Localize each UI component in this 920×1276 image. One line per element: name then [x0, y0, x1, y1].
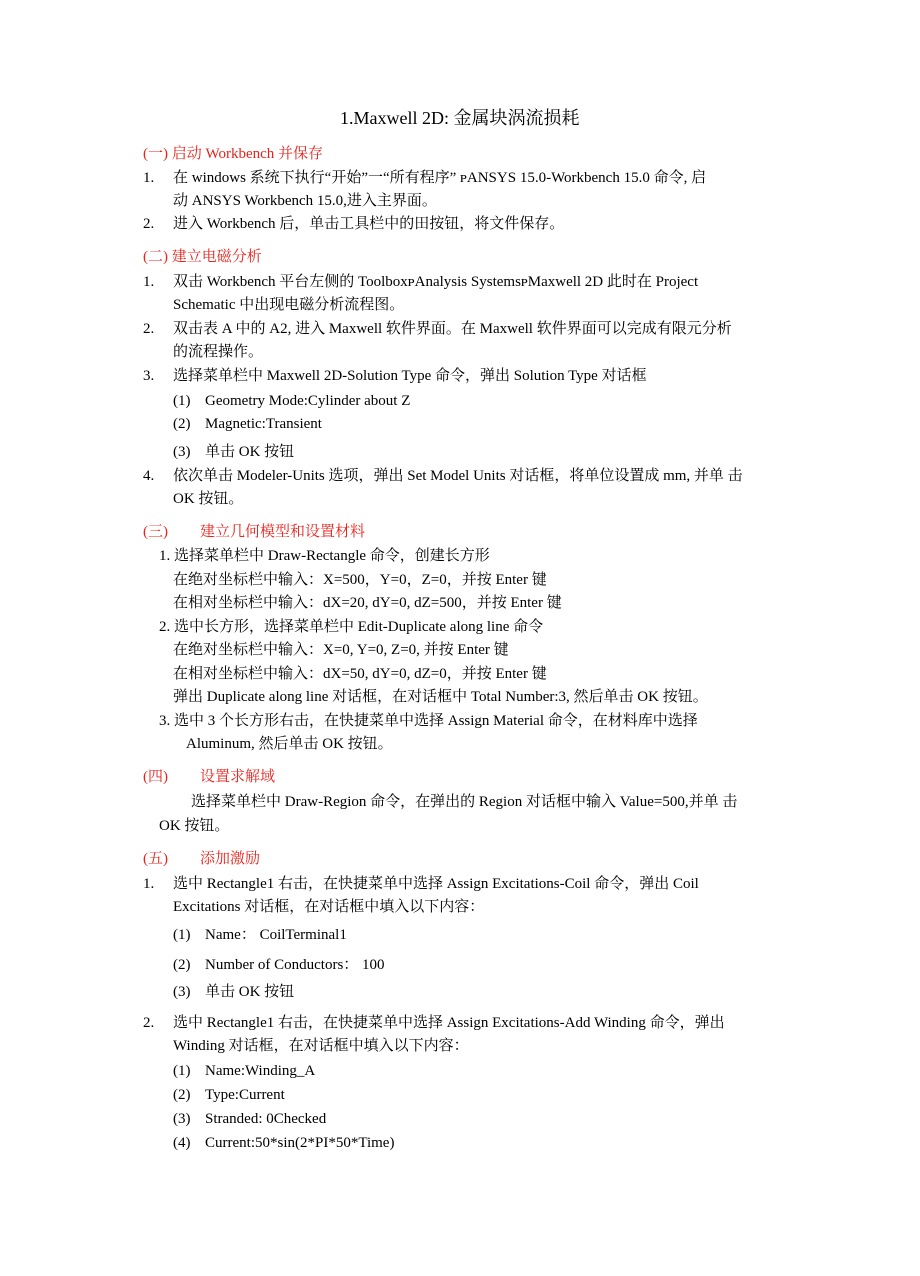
s5-item-1-sub-3: 单击 OK 按钮	[205, 984, 295, 1000]
s5-item-2-sub-1-number: (1)	[173, 1063, 191, 1079]
section-3-heading-number: (三)	[143, 524, 168, 540]
s4-line-2: OK 按钮。	[159, 818, 230, 834]
s5-item-2-sub-2: Type:Current	[205, 1087, 285, 1103]
s5-item-2-line-1: 选中 Rectangle1 右击，在快捷菜单中选择 Assign Excitations-Add Winding 命令，弹出	[173, 1015, 725, 1031]
s2-item-2-number: 2.	[143, 321, 155, 337]
s5-item-1-sub-2-number: (2)	[173, 957, 191, 973]
s5-item-1-line-1: 选中 Rectangle1 右击，在快捷菜单中选择 Assign Excitations-Coil 命令，弹出 Coil	[173, 876, 699, 892]
s2-item-2-line-1: 双击表 A 中的 A2, 进入 Maxwell 软件界面。在 Maxwell 软件界面可以完成有限元分析	[173, 321, 732, 337]
s3-item-2-line-4: 弹出 Duplicate along line 对话框，在对话框中 Total Number:3, 然后单击 OK 按钮。	[173, 689, 708, 705]
s5-item-1-line-2: Excitations 对话框，在对话框中填入以下内容：	[173, 899, 485, 915]
s5-item-2-sub-1: Name:Winding_A	[205, 1063, 316, 1079]
section-1-heading: (一) 启动 Workbench 并保存	[143, 146, 324, 162]
s2-item-4-line-1: 依次单击 Modeler-Units 选项，弹出 Set Model Units 对话框，将单位设置成 mm, 并单 击	[173, 468, 743, 484]
s2-item-3-sub-3-number: (3)	[173, 444, 191, 460]
s3-item-1-line-3: 在相对坐标栏中输入：dX=20, dY=0, dZ=500，并按 Enter 键	[173, 595, 562, 611]
s5-item-2-sub-2-number: (2)	[173, 1087, 191, 1103]
s5-item-1-sub-1-number: (1)	[173, 927, 191, 943]
s1-item-2-line-1: 进入 Workbench 后，单击工具栏中的田按钮，将文件保存。	[173, 216, 565, 232]
s2-item-4-number: 4.	[143, 468, 155, 484]
s5-item-1-sub-1: Name： CoilTerminal1	[205, 927, 347, 943]
section-3-heading: 建立几何模型和设置材料	[200, 524, 366, 540]
section-4-heading-number: (四)	[143, 769, 168, 785]
s5-item-1-number: 1.	[143, 876, 155, 892]
s2-item-3-sub-1-number: (1)	[173, 393, 191, 409]
s2-item-3-sub-2-number: (2)	[173, 416, 191, 432]
s3-item-3-line-1: 3. 选中 3 个长方形右击，在快捷菜单中选择 Assign Material 命令，在材料库中选择	[159, 713, 698, 729]
s2-item-3-line-1: 选择菜单栏中 Maxwell 2D-Solution Type 命令，弹出 Solution Type 对话框	[173, 368, 647, 384]
s1-item-1-number: 1.	[143, 170, 155, 186]
s1-item-2-number: 2.	[143, 216, 155, 232]
s5-item-2-sub-3: Stranded: 0Checked	[205, 1111, 327, 1127]
section-5-heading: 添加激励	[200, 851, 261, 867]
s5-item-2-sub-4-number: (4)	[173, 1135, 191, 1151]
s5-item-1-sub-3-number: (3)	[173, 984, 191, 1000]
s3-item-2-line-2: 在绝对坐标栏中输入：X=0, Y=0, Z=0, 并按 Enter 键	[173, 642, 509, 658]
s3-item-2-line-1: 2. 选中长方形，选择菜单栏中 Edit-Duplicate along line 命令	[159, 619, 544, 635]
s2-item-3-number: 3.	[143, 368, 155, 384]
section-4-heading: 设置求解域	[200, 769, 276, 785]
s2-item-4-line-2: OK 按钮。	[173, 491, 244, 507]
s3-item-2-line-3: 在相对坐标栏中输入：dX=50, dY=0, dZ=0，并按 Enter 键	[173, 666, 547, 682]
document-title: 1.Maxwell 2D: 金属块涡流损耗	[340, 108, 580, 128]
section-2-heading: (二) 建立电磁分析	[143, 249, 262, 265]
s5-item-2-line-2: Winding 对话框，在对话框中填入以下内容：	[173, 1038, 469, 1054]
s2-item-3-sub-1: Geometry Mode:Cylinder about Z	[205, 393, 411, 409]
s4-line-1: 选择菜单栏中 Draw-Region 命令，在弹出的 Region 对话框中输入 Value=500,并单 击	[191, 794, 738, 810]
s5-item-2-number: 2.	[143, 1015, 155, 1031]
s3-item-1-line-2: 在绝对坐标栏中输入：X=500，Y=0，Z=0，并按 Enter 键	[173, 572, 547, 588]
s5-item-1-sub-2: Number of Conductors： 100	[205, 957, 385, 973]
s2-item-1-number: 1.	[143, 274, 155, 290]
s3-item-3-line-2: Aluminum, 然后单击 OK 按钮。	[186, 736, 393, 752]
s1-item-1-line-1: 在 windows 系统下执行“开始”一“所有程序” ᴩANSYS 15.0-Workbench 15.0 命令, 启	[173, 170, 707, 186]
s5-item-2-sub-4: Current:50*sin(2*PI*50*Time)	[205, 1135, 395, 1151]
s3-item-1-line-1: 1. 选择菜单栏中 Draw-Rectangle 命令，创建长方形	[159, 548, 490, 564]
s2-item-3-sub-3: 单击 OK 按钮	[205, 444, 295, 460]
s2-item-1-line-2: Schematic 中出现电磁分析流程图。	[173, 297, 405, 313]
s2-item-3-sub-2: Magnetic:Transient	[205, 416, 322, 432]
section-5-heading-number: (五)	[143, 851, 168, 867]
s5-item-2-sub-3-number: (3)	[173, 1111, 191, 1127]
s2-item-1-line-1: 双击 Workbench 平台左侧的 ToolboxᴩAnalysis SystemsᴩMaxwell 2D 此时在 Project	[173, 274, 699, 290]
s2-item-2-line-2: 的流程操作。	[173, 344, 264, 360]
s1-item-1-line-2: 动 ANSYS Workbench 15.0,进入主界面。	[173, 193, 437, 209]
